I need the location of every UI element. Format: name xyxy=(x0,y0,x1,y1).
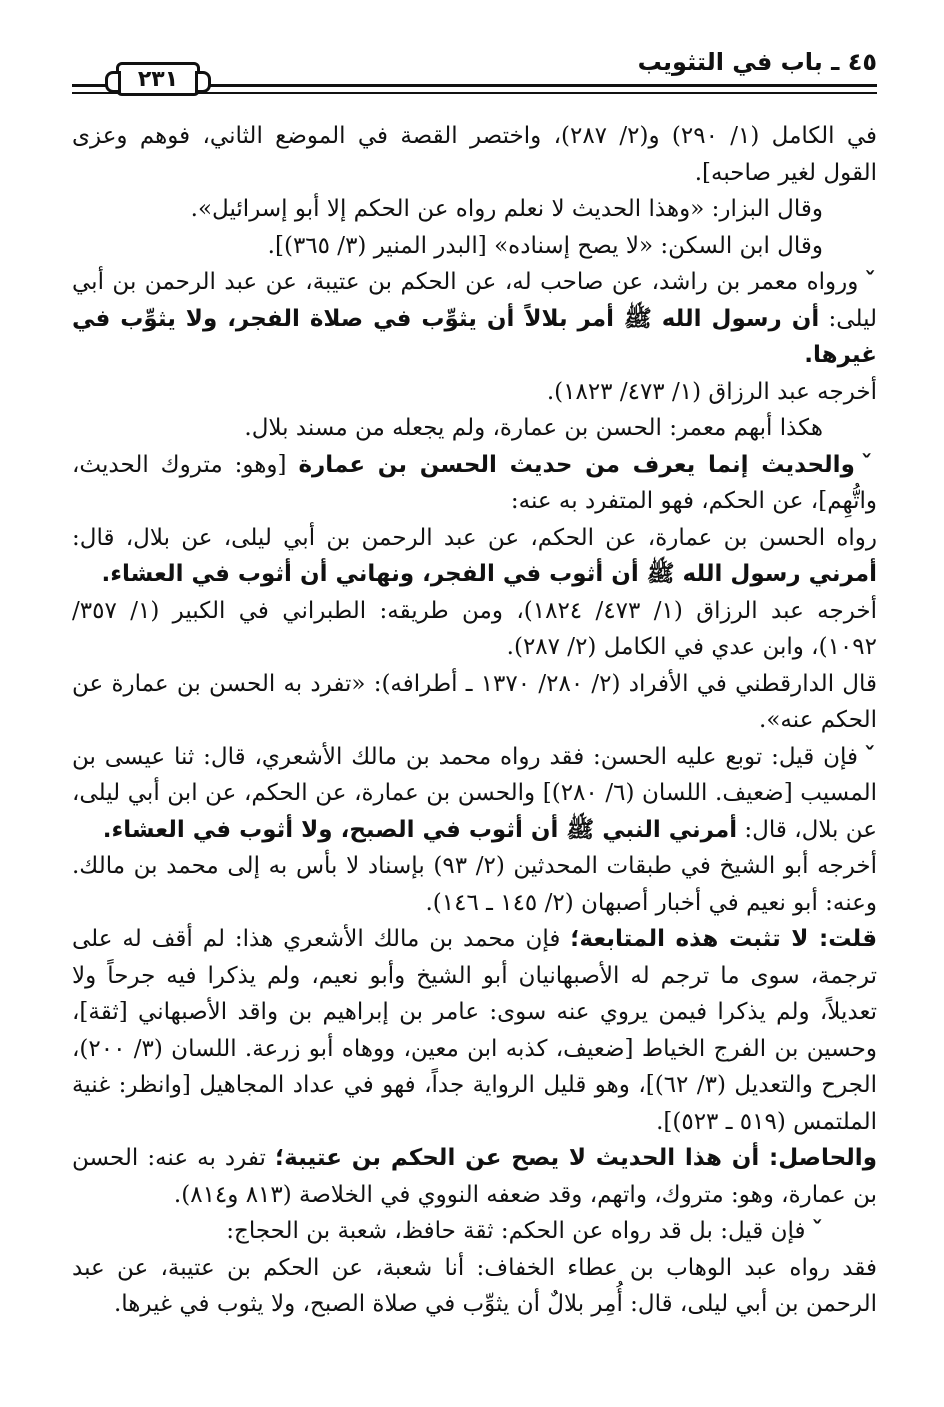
page-header xyxy=(72,44,877,104)
paragraph xyxy=(72,447,877,520)
paragraph xyxy=(72,264,877,374)
bold-text: والحاصل: أن هذا الحديث لا يصح عن الحكم بن عتيبة؛ xyxy=(274,1145,877,1171)
hadith-text: أمرني رسول الله ﷺ أن أثوب في الفجر، ونهاني أن أثوب في العشاء. xyxy=(101,561,877,587)
paragraph-text: وقال ابن السكن: «لا يصح إسناده» [البدر المنير (٣/ ٣٦٥)]. xyxy=(267,232,823,259)
paragraph xyxy=(72,739,877,849)
paragraph xyxy=(72,1213,877,1250)
paragraph-text: أخرجه عبد الرزاق (١/ ٤٧٣/ ١٨٢٣). xyxy=(546,378,877,405)
paragraph xyxy=(72,666,877,739)
hadith-text: أمرني النبي ﷺ أن أثوب في الصبح، ولا أثوب في العشاء. xyxy=(102,816,738,843)
paragraph xyxy=(72,118,877,191)
paragraph xyxy=(72,374,877,411)
paragraph-text: وقال البزار: «وهذا الحديث لا نعلم رواه عن الحكم إلا أبو إسرائيل». xyxy=(190,196,823,222)
paragraph-text: قال الدارقطني في الأفراد (٢/ ٢٨٠/ ١٣٧٠ ـ أطرافه): «تفرد به الحسن بن عمارة عن الحكم عنه». xyxy=(72,670,878,733)
page-number: ٢٣١ xyxy=(116,62,200,96)
paragraph xyxy=(72,593,877,666)
paragraph-text: ورواه معمر بن راشد، عن صاحب له، عن الحكم بن عتيبة، عن عبد الرحمن بن أبي ليلى: xyxy=(72,269,878,332)
chapter-title: ٤٥ ـ باب في التثويب xyxy=(637,48,877,76)
paragraph-text: فإن قيل: بل قد رواه عن الحكم: ثقة حافظ، شعبة بن الحجاج: xyxy=(226,1218,806,1244)
paragraph xyxy=(72,410,877,447)
paragraph-text: رواه الحسن بن عمارة، عن الحكم، عن عبد الرحمن بن أبي ليلى، عن بلال، قال: xyxy=(72,524,877,551)
bold-text: قلت: لا تثبت هذه المتابعة؛ xyxy=(570,926,878,952)
paragraph-text: فإن محمد بن مالك الأشعري هذا: لم أقف له على ترجمة، سوى ما ترجم له الأصبهانيان أبو الشيخ وأبو نعيم، ولم يذكرا فيه جرحاً ولا تعديلاً، ولم يذكرا فيمن يروي عنه سوى: عامر بن إبراهيم بن واقد الأصبهاني [ثقة]، وحسين بن الفرج الخياط [ضعيف، كذبه ابن معين، ووهاه أبو زرعة. اللسان (٣/ ٢٠٠)، الجرح والتعديل (٣/ ٦٢)]، وهو قليل الرواية جداً، فهو في عداد المجاهيل [وانظر: غنية الملتمس (٥١٩ ـ ٥٢٣)]. xyxy=(72,926,878,1135)
bullet-icon: ˇ xyxy=(863,743,878,770)
bullet-icon: ˇ xyxy=(864,269,878,295)
paragraph-text: فقد رواه عبد الوهاب بن عطاء الخفاف: أنا شعبة، عن الحكم بن عتيبة، عن عبد الرحمن بن أبي ليلى، قال: أُمِر بلالٌ أن يثوِّب في صلاة الصبح، ولا يثوب في غيرها. xyxy=(72,1254,877,1317)
paragraph-text: أخرجه عبد الرزاق (١/ ٤٧٣/ ١٨٢٤)، ومن طريقه: الطبراني في الكبير (١/ ٣٥٧/ ١٠٩٢)، وابن عدي في الكامل (٢/ ٢٨٧). xyxy=(72,597,878,660)
paragraph-text: أخرجه أبو الشيخ في طبقات المحدثين (٢/ ٩٣) بإسناد لا بأس به إلى محمد بن مالك. وعنه: أبو نعيم في أخبار أصبهان (٢/ ١٤٥ ـ ١٤٦). xyxy=(72,853,878,916)
bullet-icon: ˇ xyxy=(860,451,878,478)
hadith-text: أن رسول الله ﷺ أمر بلالاً أن يثوِّب في صلاة الفجر، ولا يثوِّب في غيرها. xyxy=(72,305,877,368)
paragraph-text: تفرد به عنه: الحسن بن عمارة، وهو: متروك، واتهم، وقد ضعفه النووي في الخلاصة (٨١٣ و٨١٤). xyxy=(72,1145,877,1208)
paragraph xyxy=(72,191,877,228)
paragraph xyxy=(72,921,877,1140)
paragraph-text: فإن قيل: توبع عليه الحسن: فقد رواه محمد بن مالك الأشعري، قال: ثنا عيسى بن المسيب [ضعيف. اللسان (٦/ ٢٨٠)] والحسن بن عمارة، عن الحكم، عن ابن أبي ليلى، عن بلال، قال: xyxy=(72,743,878,843)
paragraph xyxy=(72,520,877,593)
paragraph xyxy=(72,848,877,921)
bullet-icon: ˇ xyxy=(811,1218,823,1244)
bold-text: والحديث إنما يعرف من حديث الحسن بن عمارة xyxy=(298,451,855,478)
paragraph xyxy=(72,228,877,265)
paragraph-text: في الكامل (١/ ٢٩٠) و(٢/ ٢٨٧)، واختصر القصة في الموضع الثاني، فوهم وعزى القول لغير صاحبه]. xyxy=(72,123,877,186)
paragraph-text: هكذا أبهم معمر: الحسن بن عمارة، ولم يجعله من مسند بلال. xyxy=(244,415,823,441)
paragraph-text: [وهو: متروك الحديث، واتُّهِم]، عن الحكم، فهو المتفرد به عنه: xyxy=(72,451,877,514)
page-body xyxy=(72,118,877,1323)
paragraph xyxy=(72,1250,877,1323)
paragraph xyxy=(72,1140,877,1213)
